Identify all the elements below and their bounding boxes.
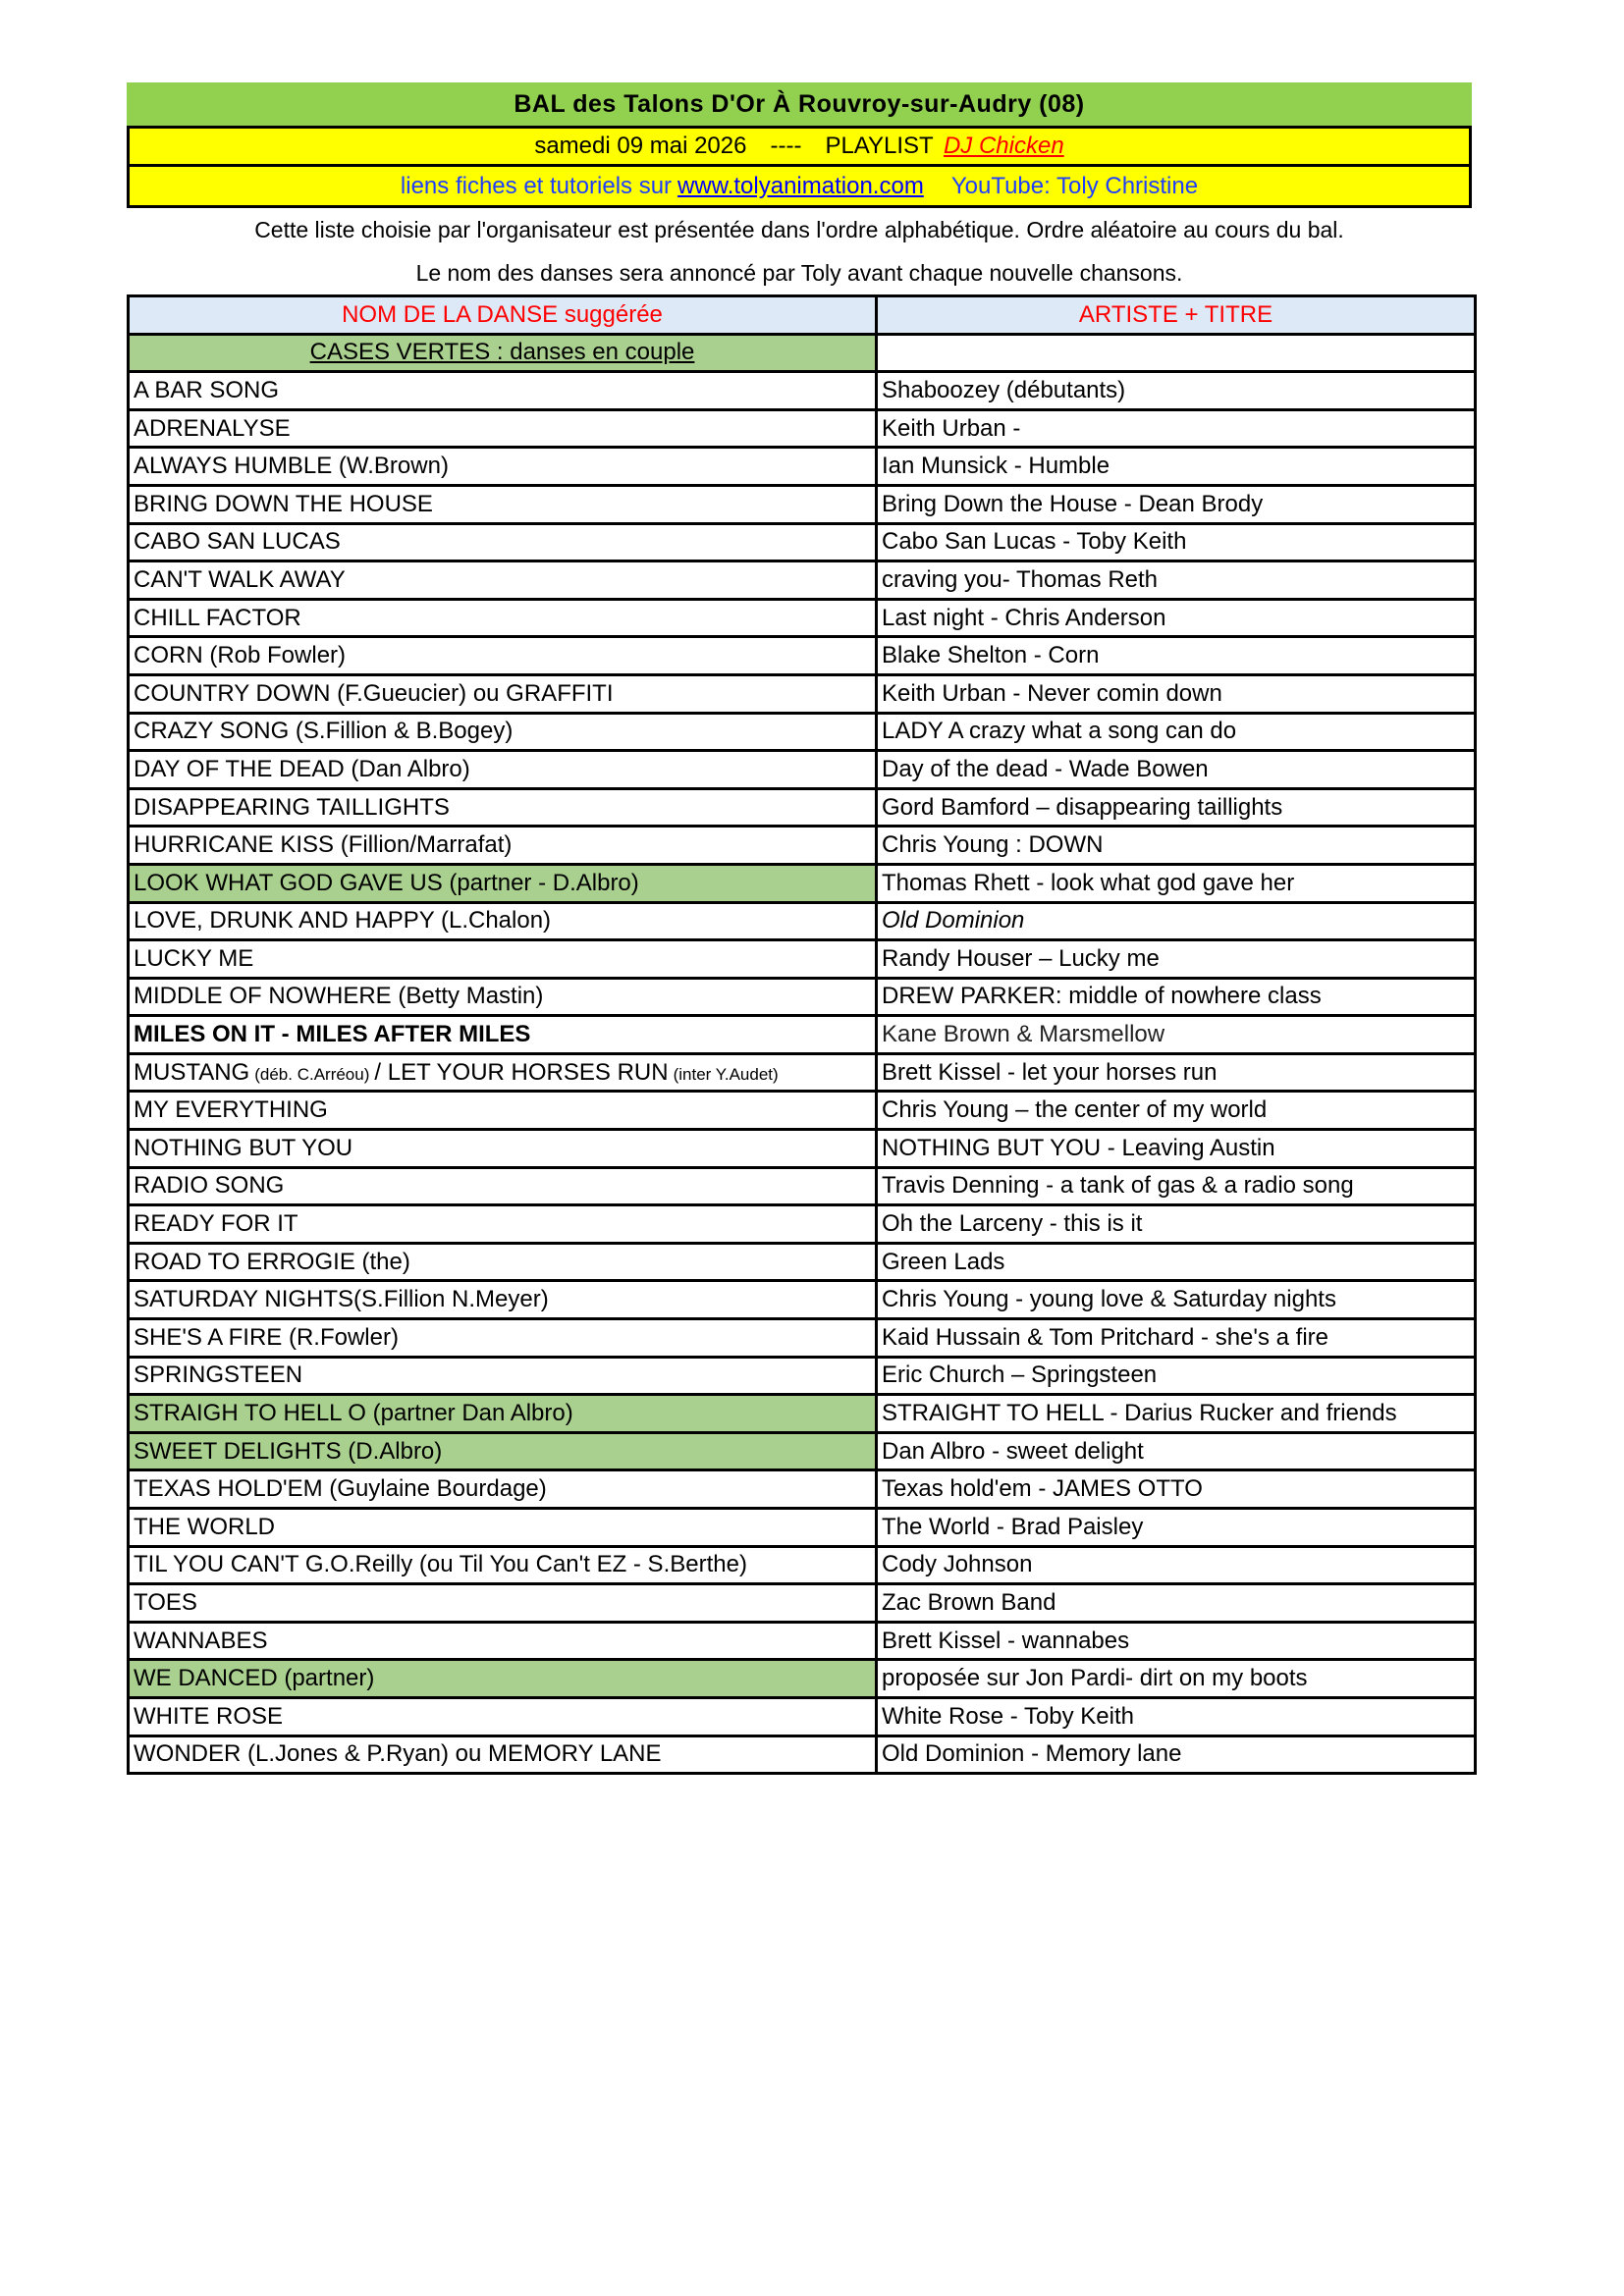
dance-label: DAY OF THE DEAD (Dan Albro) (134, 755, 470, 782)
dance-label: CHILL FACTOR (134, 604, 301, 631)
dance-label: MUSTANG (134, 1058, 250, 1086)
dance-label: LOOK WHAT GOD GAVE US (partner - D.Albro) (134, 869, 639, 896)
dance-label: WONDER (L.Jones & P.Ryan) ou MEMORY LANE (134, 1740, 662, 1768)
dance-name (129, 1470, 877, 1509)
table-row (129, 902, 1476, 940)
artist-title: Chris Young - young love & Saturday nights (877, 1281, 1476, 1319)
artist-title: Bring Down the House - Dean Brody (877, 485, 1476, 523)
dance-name (129, 1130, 877, 1168)
table-row (129, 1697, 1476, 1735)
table-row (129, 1584, 1476, 1623)
links-label: liens fiches et tutoriels sur (400, 172, 673, 199)
table-row (129, 1053, 1476, 1092)
dance-label: SHE'S A FIRE (R.Fowler) (134, 1323, 399, 1351)
dance-name (129, 1357, 877, 1395)
table-row (129, 1205, 1476, 1244)
table-row (129, 1281, 1476, 1319)
dance-name (129, 1395, 877, 1433)
dance-name (129, 523, 877, 561)
col-dance-header: NOM DE LA DANSE suggérée (129, 296, 877, 335)
artist-title: Kane Brown & Marsmellow (877, 1016, 1476, 1054)
dance-label: ALWAYS HUMBLE (W.Brown) (134, 453, 449, 480)
legend-empty (877, 334, 1476, 372)
dance-name (129, 1622, 877, 1660)
dance-label: CORN (Rob Fowler) (134, 642, 347, 669)
table-row (129, 637, 1476, 675)
event-title: BAL des Talons D'Or À Rouvroy-sur-Audry (08) (127, 82, 1472, 126)
dance-name (129, 1546, 877, 1584)
dance-name (129, 674, 877, 713)
dance-name (129, 637, 877, 675)
dance-name (129, 372, 877, 410)
artist-title: Dan Albro - sweet delight (877, 1432, 1476, 1470)
dance-label: HURRICANE KISS (Fillion/Marrafat) (134, 831, 513, 859)
dance-note: (déb. C.Arréou) (254, 1064, 370, 1084)
table-row (129, 940, 1476, 979)
dance-label: CABO SAN LUCAS (134, 528, 341, 556)
dance-name (129, 1053, 877, 1092)
table-row (129, 599, 1476, 637)
table-row (129, 1130, 1476, 1168)
table-row (129, 1167, 1476, 1205)
note-line-1: Cette liste choisie par l'organisateur est présentée dans l'ordre alphabétique. Ordre aléatoire au cours du bal. (254, 217, 1344, 242)
dance-label: TOES (134, 1588, 197, 1616)
dance-label: SATURDAY NIGHTS(S.Fillion N.Meyer) (134, 1286, 549, 1313)
dance-name (129, 1584, 877, 1623)
table-row (129, 1509, 1476, 1547)
dance-label: TIL YOU CAN'T G.O.Reilly (ou Til You Can't EZ - S.Berthe) (134, 1551, 747, 1578)
youtube-channel: YouTube: Toly Christine (950, 172, 1199, 199)
dance-label: A BAR SONG (134, 376, 280, 403)
dance-label: RADIO SONG (134, 1172, 285, 1200)
dance-name (129, 788, 877, 827)
artist-title: Blake Shelton - Corn (877, 637, 1476, 675)
artist-title: craving you- Thomas Reth (877, 561, 1476, 600)
table-row (129, 864, 1476, 902)
dance-label: MIDDLE OF NOWHERE (Betty Mastin) (134, 983, 544, 1010)
dance-label: WHITE ROSE (134, 1702, 284, 1730)
artist-title: Green Lads (877, 1243, 1476, 1281)
dance-label: NOTHING BUT YOU (134, 1134, 353, 1161)
table-row (129, 1546, 1476, 1584)
table-row (129, 1092, 1476, 1130)
dance-label: CAN'T WALK AWAY (134, 565, 346, 593)
dance-label: CRAZY SONG (S.Fillion & B.Bogey) (134, 718, 514, 745)
table-row (129, 1660, 1476, 1698)
playlist-word: PLAYLIST (825, 133, 934, 159)
dance-name (129, 1167, 877, 1205)
dance-alt: / LET YOUR HORSES RUN (374, 1058, 669, 1086)
dance-label: DISAPPEARING TAILLIGHTS (134, 793, 450, 821)
artist-title: Cabo San Lucas - Toby Keith (877, 523, 1476, 561)
artist-title: STRAIGHT TO HELL - Darius Rucker and friends (877, 1395, 1476, 1433)
dance-name (129, 1243, 877, 1281)
dance-label: ADRENALYSE (134, 414, 291, 442)
artist-title: Brett Kissel - wannabes (877, 1622, 1476, 1660)
table-row (129, 1357, 1476, 1395)
date-row (127, 126, 1472, 167)
legend-row (129, 334, 1476, 372)
dance-label: COUNTRY DOWN (F.Gueucier) ou GRAFFITI (134, 679, 614, 707)
artist-title: Old Dominion - Memory lane (877, 1735, 1476, 1774)
dance-name (129, 1319, 877, 1358)
dance-label: LOVE, DRUNK AND HAPPY (L.Chalon) (134, 907, 552, 934)
dance-label: READY FOR IT (134, 1210, 298, 1238)
artist-title: Keith Urban - Never comin down (877, 674, 1476, 713)
artist-title: Thomas Rhett - look what god gave her (877, 864, 1476, 902)
dance-name (129, 1205, 877, 1244)
artist-title: Oh the Larceny - this is it (877, 1205, 1476, 1244)
dance-name (129, 1735, 877, 1774)
table-row (129, 1735, 1476, 1774)
dance-label: BRING DOWN THE HOUSE (134, 490, 433, 517)
dance-label: MILES ON IT - MILES AFTER MILES (134, 1021, 531, 1048)
table-row (129, 409, 1476, 448)
table-row (129, 523, 1476, 561)
artist-title: Travis Denning - a tank of gas & a radio song (877, 1167, 1476, 1205)
artist-title: Keith Urban - (877, 409, 1476, 448)
artist-title: Cody Johnson (877, 1546, 1476, 1584)
table-row (129, 751, 1476, 789)
dance-name (129, 1432, 877, 1470)
dance-name (129, 1697, 877, 1735)
dance-name (129, 409, 877, 448)
artist-title: Brett Kissel - let your horses run (877, 1053, 1476, 1092)
dance-name (129, 1016, 877, 1054)
table-row (129, 1243, 1476, 1281)
artist-title: Shaboozey (débutants) (877, 372, 1476, 410)
artist-title: Chris Young : DOWN (877, 827, 1476, 865)
dance-name (129, 448, 877, 486)
table-row (129, 372, 1476, 410)
artist-title: Texas hold'em - JAMES OTTO (877, 1470, 1476, 1509)
dance-name (129, 1509, 877, 1547)
dance-name (129, 751, 877, 789)
artist-title: NOTHING BUT YOU - Leaving Austin (877, 1130, 1476, 1168)
dance-label: SPRINGSTEEN (134, 1362, 303, 1389)
dance-name (129, 827, 877, 865)
dance-name (129, 1092, 877, 1130)
dance-name (129, 864, 877, 902)
table-row (129, 978, 1476, 1016)
col-artist-header: ARTISTE + TITRE (877, 296, 1476, 335)
dance-label: WANNABES (134, 1627, 268, 1654)
table-row (129, 827, 1476, 865)
dance-note: (inter Y.Audet) (673, 1064, 779, 1084)
artist-title: Old Dominion (877, 902, 1476, 940)
table-row (129, 1395, 1476, 1433)
dance-label: TEXAS HOLD'EM (Guylaine Bourdage) (134, 1475, 547, 1503)
dance-label: WE DANCED (partner) (134, 1665, 375, 1692)
table-row (129, 713, 1476, 751)
table-row (129, 1319, 1476, 1358)
couple-legend: CASES VERTES : danses en couple (129, 334, 877, 372)
artist-title: Day of the dead - Wade Bowen (877, 751, 1476, 789)
table-row (129, 1432, 1476, 1470)
dance-label: THE WORLD (134, 1513, 275, 1540)
table-row (129, 788, 1476, 827)
artist-title: Kaid Hussain & Tom Pritchard - she's a fire (877, 1319, 1476, 1358)
dance-label: SWEET DELIGHTS (D.Albro) (134, 1437, 443, 1465)
artist-title: Zac Brown Band (877, 1584, 1476, 1623)
dance-label: STRAIGH TO HELL O (partner Dan Albro) (134, 1400, 573, 1427)
artist-title: The World - Brad Paisley (877, 1509, 1476, 1547)
artist-title: Last night - Chris Anderson (877, 599, 1476, 637)
table-row (129, 1016, 1476, 1054)
table-row (129, 485, 1476, 523)
artist-title: Eric Church – Springsteen (877, 1357, 1476, 1395)
website-link[interactable]: www.tolyanimation.com (677, 172, 924, 199)
dance-name (129, 1281, 877, 1319)
dance-label: ROAD TO ERROGIE (the) (134, 1248, 410, 1275)
artist-title: Gord Bamford – disappearing taillights (877, 788, 1476, 827)
dance-label: LUCKY ME (134, 944, 254, 972)
dj-name: DJ Chicken (943, 133, 1064, 159)
dance-name (129, 599, 877, 637)
table-header (129, 296, 1476, 335)
table-row (129, 1622, 1476, 1660)
links-row (127, 167, 1472, 208)
dance-name (129, 561, 877, 600)
dance-name (129, 940, 877, 979)
artist-title: LADY A crazy what a song can do (877, 713, 1476, 751)
dance-name (129, 713, 877, 751)
dance-label: MY EVERYTHING (134, 1096, 328, 1124)
artist-title: DREW PARKER: middle of nowhere class (877, 978, 1476, 1016)
event-date: samedi 09 mai 2026 (534, 133, 747, 159)
artist-title: proposée sur Jon Pardi- dirt on my boots (877, 1660, 1476, 1698)
playlist-label (825, 133, 1063, 160)
artist-title: White Rose - Toby Keith (877, 1697, 1476, 1735)
artist-title: Randy Houser – Lucky me (877, 940, 1476, 979)
artist-title: Ian Munsick - Humble (877, 448, 1476, 486)
table-row (129, 674, 1476, 713)
artist-title: Chris Young – the center of my world (877, 1092, 1476, 1130)
table-row (129, 1470, 1476, 1509)
dance-name (129, 1660, 877, 1698)
table-row (129, 561, 1476, 600)
separator: ---- (770, 133, 802, 159)
note-line-2: Le nom des danses sera annoncé par Toly avant chaque nouvelle chansons. (415, 260, 1183, 286)
dance-name (129, 485, 877, 523)
playlist-sheet (127, 82, 1472, 1775)
playlist-table (127, 294, 1477, 1775)
dance-name (129, 902, 877, 940)
table-row (129, 448, 1476, 486)
dance-name (129, 978, 877, 1016)
